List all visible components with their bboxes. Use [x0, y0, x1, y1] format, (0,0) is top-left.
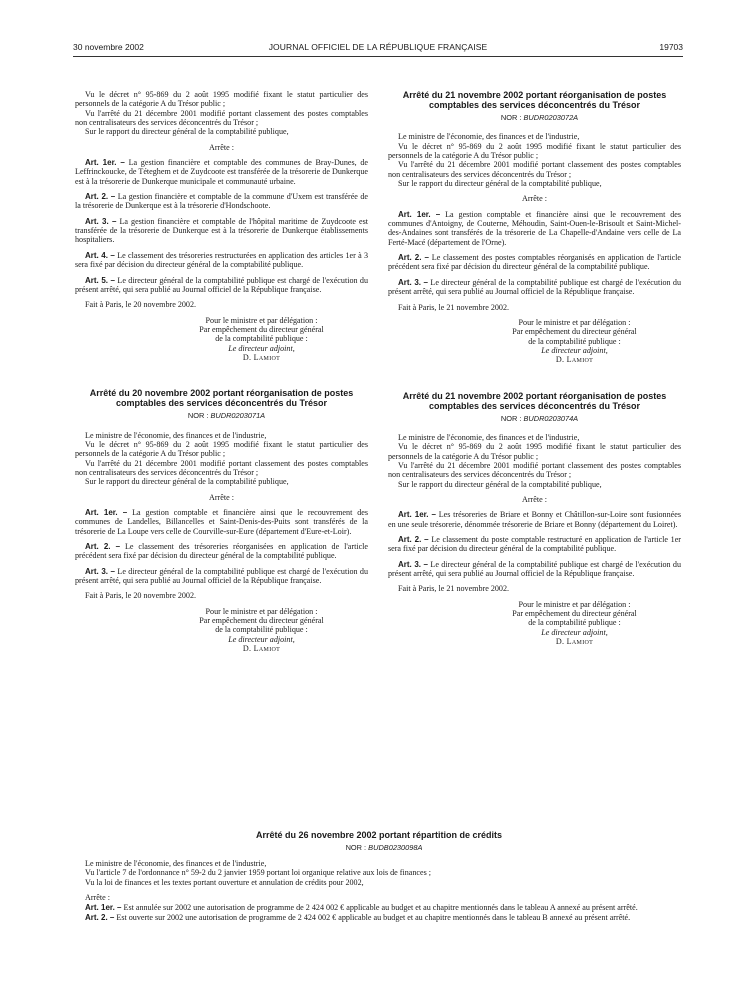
signature-role: Le directeur adjoint, [228, 634, 295, 644]
arrete-heading: Arrête : [85, 893, 110, 903]
article-label: Art. 1er. – [398, 510, 436, 520]
visa-paragraph: Vu le décret n° 95-869 du 2 août 1995 modifié fixant le statut particulier des personnels de la catégorie A du Trésor public ; [388, 141, 681, 161]
visa-paragraph: Vu l'arrêté du 21 décembre 2001 modifié portant classement des postes comptables non centralisateurs des services déconcentrés du Trésor ; [388, 160, 681, 179]
page-number: 19703 [659, 42, 683, 52]
article-text: Le directeur général de la comptabilité publique est chargé de l'exécution du présent arrêté, qui sera publié au Journal officiel de la République française. [388, 277, 681, 297]
decree-block [388, 391, 681, 647]
article-text: Le classement des postes comptables réorganisés en application de l'article précédent sera fixé par décision du directeur général de la comptabilité publique. [388, 253, 682, 272]
visa-paragraph: Vu le décret n° 95-869 du 2 août 1995 modifié fixant le statut particulier des personnels de la catégorie A du Trésor public ; [75, 90, 368, 109]
article [388, 510, 681, 529]
article-label: Art. 2. – [85, 542, 121, 552]
article-text: Le classement du poste comptable restructuré en application de l'article 1er sera fixé par décision du directeur général de la comptabilité publique. [388, 535, 682, 554]
nor-reference: NOR : BUDB0230098A [345, 843, 423, 852]
article-text: La gestion financière et comptable de l'hôpital maritime de Zuydcoote est transférée de la trésorerie de Dunkerque est à la trésorerie de Dunkerque établissements hospitaliers. [75, 216, 368, 245]
article [75, 192, 368, 211]
signing-date: Fait à Paris, le 21 novembre 2002. [398, 302, 510, 312]
signature-line: de la comptabilité publique : [528, 618, 621, 628]
signature-role: Le directeur adjoint, [541, 345, 608, 355]
header-rule [73, 56, 683, 57]
article-label: Art. 1er. – [398, 209, 441, 219]
signature-line: Pour le ministre et par délégation : [205, 606, 318, 616]
arrete-heading: Arrête : [209, 492, 234, 502]
right-column [388, 90, 681, 646]
signing-date: Fait à Paris, le 21 novembre 2002. [398, 584, 510, 594]
decree-title: Arrêté du 20 novembre 2002 portant réorganisation de postes comptables des services déconcentrés du Trésor [89, 388, 354, 409]
arrete-heading: Arrête : [209, 142, 234, 152]
decree-title: Arrêté du 26 novembre 2002 portant répartition de crédits [255, 830, 503, 840]
article-label: Art. 3. – [398, 559, 429, 569]
visa-paragraph: Sur le rapport du directeur général de la comptabilité publique, [398, 479, 602, 489]
article-text: Le directeur général de la comptabilité publique est chargé de l'exécution du présent arrêté, qui sera publié au Journal officiel de la République française. [75, 566, 368, 586]
signature-line: Pour le ministre et par délégation : [518, 317, 631, 327]
visa-paragraph: Vu l'arrêté du 21 décembre 2001 modifié portant classement des postes comptables non centralisateurs des services déconcentrés du Trésor ; [75, 108, 368, 128]
decree-title: Arrêté du 21 novembre 2002 portant réorganisation de postes comptables des services déconcentrés du Trésor [402, 90, 667, 110]
visa-paragraph: Sur le rapport du directeur général de la comptabilité publique, [398, 179, 602, 189]
journal-title: JOURNAL OFFICIEL DE LA RÉPUBLIQUE FRANÇAISE [268, 42, 488, 52]
article-label: Art. 2. – [85, 192, 116, 202]
decree-title: Arrêté du 21 novembre 2002 portant réorganisation de postes comptables des services déconcentrés du Trésor [402, 390, 667, 411]
signature-line: de la comptabilité publique : [528, 336, 621, 346]
signature-line: Pour le ministre et par délégation : [518, 599, 631, 609]
article [75, 567, 368, 586]
article-text: La gestion comptable et financière ainsi que le recouvrement des communes de Landelles, Billancelles et Saint-Denis-des-Puits sont transférés de la trésorerie de La Loupe vers celle de Courville-sur-Eure (département d'Eure-et-Loir). [75, 508, 368, 536]
article-label: Art. 3. – [85, 216, 117, 226]
visa-paragraph: Le ministre de l'économie, des finances et de l'industrie, [85, 430, 267, 440]
article [75, 913, 683, 923]
decree-block [75, 388, 368, 653]
article-text: Le classement des trésoreries réorganisées en application de l'article précédent sera fixé par décision du directeur général de la comptabilité publique. [75, 542, 369, 561]
signature-line: Par empêchement du directeur général [512, 327, 637, 337]
article [75, 508, 368, 536]
nor-reference: NOR : BUDR0203072A [500, 113, 579, 122]
article [75, 251, 368, 270]
arrete-heading: Arrête : [522, 494, 547, 504]
signature-line: Par empêchement du directeur général [199, 324, 324, 334]
article [75, 903, 683, 913]
article-text: Le directeur général de la comptabilité publique est chargé de l'exécution du présent arrêté, qui sera publié au Journal officiel de la République française. [388, 559, 681, 579]
signature-line: de la comptabilité publique : [215, 625, 308, 635]
article-text: La gestion financière et comptable des communes de Bray-Dunes, de Leffrinckoucke, de Téteghem et de Zuydcoote est transférée de la trésorerie de Dunkerque est à la trésorerie de Dunkerque municipale et communauté urbaine. [75, 158, 369, 186]
signing-date: Fait à Paris, le 20 novembre 2002. [85, 591, 197, 601]
article-text: Est annulée sur 2002 une autorisation de programme de 2 424 002 € applicable au budget et au chapitre mentionnés dans le tableau A annexé au présent arrêté. [123, 902, 638, 912]
nor-reference: NOR : BUDR0203071A [187, 411, 266, 421]
visa-paragraph: Vu l'article 7 de l'ordonnance n° 59-2 du 2 janvier 1959 portant loi organique relative aux lois de finances ; [85, 868, 432, 878]
article-label: Art. 5. – [85, 275, 116, 285]
article [388, 535, 681, 554]
article [75, 158, 368, 186]
article-label: Art. 1er. – [85, 902, 122, 912]
arrete-heading: Arrête : [522, 194, 547, 204]
visa-paragraph: Le ministre de l'économie, des finances et de l'industrie, [85, 858, 267, 868]
decree-continuation [75, 90, 368, 362]
article-label: Art. 2. – [398, 253, 429, 263]
signature-line: Par empêchement du directeur général [199, 616, 324, 626]
visa-paragraph: Le ministre de l'économie, des finances et de l'industrie, [398, 132, 580, 142]
visa-paragraph: Vu l'arrêté du 21 décembre 2001 modifié portant classement des postes comptables non centralisateurs des services déconcentrés du Trésor ; [388, 460, 681, 480]
signature-name: D. Lamiot [242, 644, 281, 654]
article [388, 210, 681, 247]
article-text: Le directeur général de la comptabilité publique est chargé de l'exécution du présent arrêté, qui sera publié au Journal officiel de la République française. [75, 275, 368, 294]
signing-date: Fait à Paris, le 20 novembre 2002. [85, 300, 197, 310]
visa-paragraph: Sur le rapport du directeur général de la comptabilité publique, [85, 127, 289, 137]
signature-role: Le directeur adjoint, [228, 343, 295, 353]
article-label: Art. 1er. – [85, 158, 125, 168]
article-label: Art. 4. – [85, 250, 115, 260]
visa-paragraph: Vu la loi de finances et les textes portant ouverture et annulation de crédits pour 2002, [85, 877, 364, 887]
article-text: Le classement des trésoreries restructurées en application des articles 1er à 3 sera fixé par décision du directeur général de la comptabilité publique. [75, 250, 368, 270]
article-label: Art. 2. – [398, 535, 429, 544]
signature-line: Pour le ministre et par délégation : [205, 315, 318, 325]
article-label: Art. 2. – [85, 912, 115, 922]
article-label: Art. 3. – [398, 277, 429, 287]
signature-name: D. Lamiot [555, 637, 594, 647]
article-text: Les trésoreries de Briare et Bonny et Châtillon-sur-Loire sont fusionnées en une seule trésorerie, dénommée trésorerie de Briare et Bonny (département du Loiret). [388, 510, 681, 529]
article-text: Est ouverte sur 2002 une autorisation de programme de 2 424 002 € applicable au budget et au chapitre mentionnés dans le tableau B annexé au présent arrêté. [116, 912, 631, 922]
visa-paragraph: Le ministre de l'économie, des finances et de l'industrie, [398, 432, 580, 442]
article-text: La gestion comptable et financière ainsi que le recouvrement des communes d'Antoigny, de Couterne, Méhoudin, Saint-Ouen-le-Brisoult et Saint-Michel-des-Andaines sont transférés de la trésorerie de La Chapelle-d'Andaine vers celle de La Ferté-Macé (département de l'Orne). [388, 209, 681, 247]
visa-paragraph: Sur le rapport du directeur général de la comptabilité publique, [85, 477, 289, 487]
article [75, 217, 368, 245]
visa-paragraph: Vu l'arrêté du 21 décembre 2001 modifié portant classement des postes comptables non centralisateurs des services déconcentrés du Trésor ; [75, 458, 368, 477]
article [75, 276, 368, 295]
signature-line: de la comptabilité publique : [215, 334, 308, 344]
decree-block [388, 90, 681, 365]
signature-line: Par empêchement du directeur général [512, 609, 637, 619]
signature-role: Le directeur adjoint, [541, 627, 608, 637]
article-label: Art. 3. – [85, 566, 116, 576]
article [388, 560, 681, 579]
header-date: 30 novembre 2002 [73, 42, 144, 52]
visa-paragraph: Vu le décret n° 95-869 du 2 août 1995 modifié fixant le statut particulier des personnels de la catégorie A du Trésor public ; [388, 442, 681, 461]
visa-paragraph: Vu le décret n° 95-869 du 2 août 1995 modifié fixant le statut particulier des personnels de la catégorie A du Trésor public ; [75, 439, 368, 459]
left-column [75, 90, 368, 653]
article [75, 542, 368, 561]
credit-decree [75, 830, 683, 922]
article [388, 278, 681, 297]
signature-name: D. Lamiot [242, 352, 281, 362]
article [388, 253, 681, 272]
article-text: La gestion financière et comptable de la commune d'Uxem est transférée de la trésorerie de Dunkerque est à la trésorerie d'Hondschoote. [75, 192, 368, 211]
page-header [73, 42, 683, 56]
signature-name: D. Lamiot [555, 355, 594, 365]
nor-reference: NOR : BUDR0203074A [500, 413, 579, 423]
article-label: Art. 1er. – [85, 508, 128, 517]
